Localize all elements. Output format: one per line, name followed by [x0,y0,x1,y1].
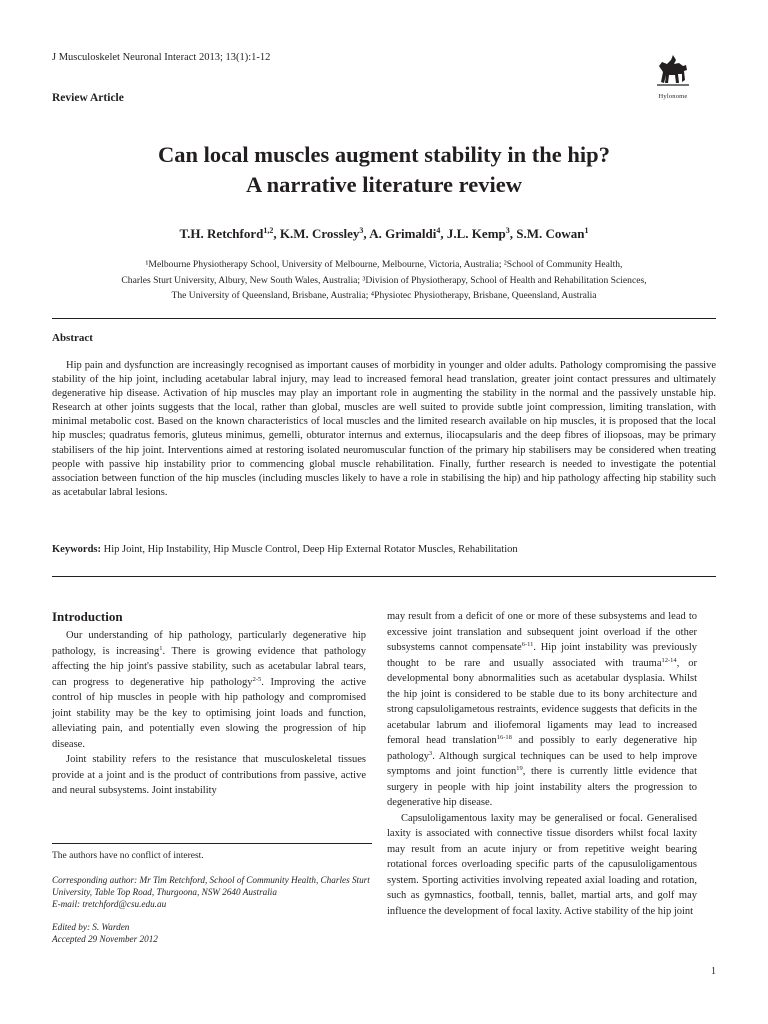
section-heading-introduction: Introduction [52,609,123,624]
text-run: . Although surgical techniques can be used to help improve symptoms and joint function [387,750,697,777]
paragraph [52,752,366,799]
author: J.L. Kemp [446,226,506,241]
text-run: may result from a deficit of one or more of these subsystems and lead to excessive joint translation and subsequent joint overload if the other subsystems cannot compensate [387,611,697,653]
paper-title [60,140,708,200]
abstract-heading: Abstract [52,332,93,344]
text-run: . Hip joint instability was previously thought to be rare and usually associated with trauma [387,642,697,669]
text-run: and possibly to early degenerative hip pathology [387,735,698,762]
divider [52,318,716,319]
text-run: Joint stability refers to the resistance that musculoskeletal tissues provide at a joint and is the product of contributions from passive, active and neural subsystems. Joint instability [52,754,366,796]
email-text: E-mail: tretchford@csu.edu.au [52,898,167,909]
article-type: Review Article [52,92,124,104]
author: A. Grimaldi [369,226,437,241]
keywords [52,544,716,555]
right-column [387,609,697,919]
text-run: , there is currently little evidence that surgery in people with hip joint instability alters the progression to degenerative hip disease. [387,766,697,808]
author-list [60,226,708,242]
paragraph [52,628,366,752]
citation-ref: 6-11 [521,641,534,648]
affiliation-line: ¹Melbourne Physiotherapy School, University of Melbourne, Melbourne, Victoria, Australia; ²School of Community Health, [145,259,623,270]
author-affil-ref: 4 [436,226,441,235]
keywords-label: Keywords: [52,544,101,555]
conflict-statement: The authors have no conflict of interest. [52,851,204,861]
page-number: 1 [711,966,716,977]
author-affil-ref: 3 [505,226,510,235]
affiliation-line: Charles Sturt University, Albury, New South Wales, Australia; ³Division of Physiotherapy, School of Health and Rehabilitation Sciences, [121,274,647,286]
keywords-text: Hip Joint, Hip Instability, Hip Muscle Control, Deep Hip External Rotator Muscles, Rehabilitation [103,544,518,555]
paragraph [387,811,697,920]
text-run: . Improving the active control of hip muscles in people with hip pathology and compromised joint stability may be the key to optimising joint loads and function, alleviating pain, and potentially even slowing the progression of hip disease. [52,676,366,750]
accepted-date: Accepted 29 November 2012 [52,933,158,944]
editorial-info [52,922,158,946]
title-line-1: Can local muscles augment stability in the hip? [158,142,610,167]
author-affil-ref: 1 [584,226,589,235]
author: K.M. Crossley [279,226,360,241]
author: S.M. Cowan [516,226,585,241]
author-affil-ref: 1,2 [263,226,274,235]
affiliations [52,257,716,304]
citation-ref: 3 [429,749,433,757]
citation-ref: 16-18 [496,734,512,741]
citation-ref: 2-5 [252,675,262,683]
citation-ref: 19 [516,765,523,772]
author-separator: , [273,226,280,241]
author-affil-ref: 3 [359,226,364,235]
hylonome-logo-icon [653,52,693,92]
author: T.H. Retchford [179,226,264,241]
corresponding-author-text: Corresponding author: Mr Tim Retchford, School of Community Health, Charles Sturt University, Table Top Road, Thurgoona, NSW 2640 Australia [52,875,370,897]
text-run: , or developmental bony abnormalities such as acetabular dysplasia. Whilst the hip joint is considered to be stable due to its bony architecture and strong capsuloligametous restraints, evidence suggests that deficits in the acetabular labrum and iliofemoral ligaments may lead to increased femoral head translation [387,657,698,746]
journal-citation: J Musculoskelet Neuronal Interact 2013; 13(1):1-12 [52,52,271,63]
text-run: . There is growing evidence that pathology affecting the hip joint's passive stability, such as acetabular labral tears, can progress to degenerative hip pathology [52,645,366,688]
divider [52,576,716,577]
citation-ref: 1 [159,644,163,652]
text-run: Capsuloligamentous laxity may be generalised or focal. Generalised laxity is associated with connective tissue disorders whilst focal laxity may result from an acute injury or from repetitive weight bearing rotational forces overloading specific parts of the capusuloligamentous system. Sporting activities involving repeated axial loading and rotation, such as gymnastics, football, tennis, ballet, martial arts, and golf may influence the development of focal laxity. Active stability of the hip joint [387,812,697,917]
title-line-2: A narrative literature review [246,172,522,197]
author-separator: , [509,226,517,241]
text-run: Our understanding of hip pathology, particularly degenerative hip pathology, is increasing [52,630,366,657]
author-separator: , [440,226,447,241]
left-column [52,628,366,799]
logo-label: Hylonome [658,93,688,100]
edited-by: Edited by: S. Warden [52,922,130,932]
abstract-text: Hip pain and dysfunction are increasingly recognised as important causes of morbidity in younger and older adults. Pathology compromising the passive stability of the hip joint, including acetabular labral injury, may lead to increased femoral head translation, greater joint contact pressures and ultimately degenerative hip disease. Activation of hip muscles may play an important role in augmenting the stability in the normal and the passively unstable hip. Research at other joints suggests that the local, rather than global, muscles are well suited to provide subtle joint compression, limiting translation, with minimal metabolic cost. Based on the known characteristics of local muscles and the limited research available on hip muscles, it is proposed that the local hip muscles; quadratus femoris, gluteus minimus, gemelli, obturator internus and externus, iliocapsularis and the deep fibres of iliopsoas, may be primary stabilisers of the hip joint. Interventions aimed at restoring isolated neuromuscular function of the primary hip stabilisers may be considered when treating people with passive hip instability prior to commencing global muscle rehabilitation. Finally, further research is needed to investigate the potential association between function of the hip muscles (including muscles likely to have a role in stabilising the hip) and hip pathology affecting hip stability such as acetabular labral lesions. [52,360,716,498]
affiliation-line: The University of Queensland, Brisbane, Australia; ⁴Physiotec Physiotherapy, Brisbane, Queensland, Australia [171,290,597,301]
citation-ref: 12-14 [661,656,677,664]
corresponding-author [52,875,372,910]
publisher-logo [648,52,698,100]
paragraph [387,609,697,811]
footnote-divider [52,843,372,844]
author-separator: , [363,226,370,241]
